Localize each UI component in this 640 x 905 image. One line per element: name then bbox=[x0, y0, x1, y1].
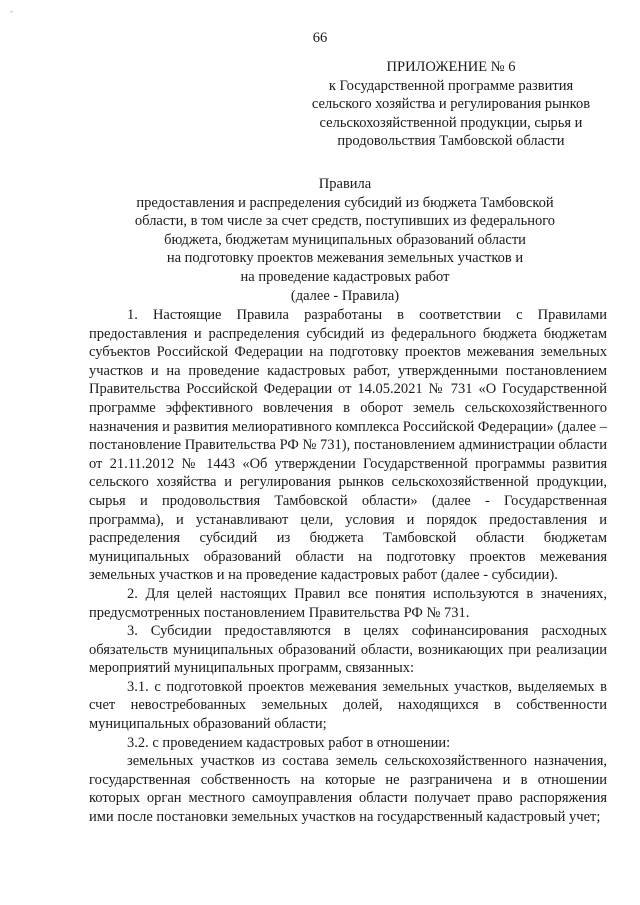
title-line: области, в том числе за счет средств, поступивших из федерального bbox=[134, 213, 556, 230]
document-title bbox=[100, 175, 590, 305]
appendix-line: сельского хозяйства и регулирования рынков bbox=[311, 96, 591, 113]
title-line: предоставления и распределения субсидий из бюджета Тамбовской bbox=[136, 194, 554, 211]
appendix-line: сельскохозяйственной продукции, сырья и bbox=[319, 114, 583, 131]
paragraph-3-1: 3.1. с подготовкой проектов межевания земельных участков, выделяемых в счет невостребованных земельных долей, находящихся в собственности муниципальных образований области; bbox=[89, 678, 607, 733]
page-number: 66 bbox=[312, 30, 328, 46]
title-line: Правила bbox=[318, 176, 372, 192]
title-line: на проведение кадастровых работ bbox=[240, 268, 450, 285]
title-line: (далее - Правила) bbox=[290, 287, 400, 304]
corner-mark: - bbox=[10, 6, 13, 16]
title-line: бюджета, бюджетам муниципальных образований области bbox=[164, 231, 526, 248]
document-body bbox=[89, 306, 607, 827]
appendix-line: продовольствия Тамбовской области bbox=[337, 133, 565, 150]
paragraph-3-2-item: земельных участков из состава земель сельскохозяйственного назначения, государственная собственность на которые не разграничена и в отношении которых орган местного самоуправления области получает право распоряжения ими после постановки земельных участков на государственный кадастровый учет; bbox=[89, 753, 607, 826]
title-line: на подготовку проектов межевания земельных участков и bbox=[166, 250, 524, 267]
appendix-header bbox=[292, 58, 610, 151]
appendix-line: к Государственной программе развития bbox=[328, 77, 574, 94]
paragraph-2: 2. Для целей настоящих Правил все понятия используются в значениях, предусмотренных постановлением Правительства РФ № 731. bbox=[89, 585, 607, 621]
paragraph-1: 1. Настоящие Правила разработаны в соответствии с Правилами предоставления и распределения субсидий из федерального бюджета бюджетам субъектов Российской Федерации на подготовку проектов межевания земельных участков и на проведение кадастровых работ, утвержденными постановлением Правительства Российской Федерации от 14.05.2021 № 731 «О Государственной программе эффективного вовлечения в оборот земель сельскохозяйственного назначения и развития мелиоративного комплекса Российской Федерации» (далее – постановление Правительства РФ № 731), постановлением администрации области от 21.11.2012 № 1443 «Об утверждении Государственной программы развития сельского хозяйства и регулирования рынков сельскохозяйственной продукции, сырья и продовольствия Тамбовской области» (далее - Государственная программа), и устанавливают цели, условия и порядок предоставления и распределения субсидий из бюджета Тамбовской области бюджетам муниципальных образований области на подготовку проектов межевания земельных участков и на проведение кадастровых работ (далее - субсидии). bbox=[89, 307, 607, 584]
appendix-line: ПРИЛОЖЕНИЕ № 6 bbox=[386, 59, 516, 75]
paragraph-3: 3. Субсидии предоставляются в целях софинансирования расходных обязательств муниципальных образований области, возникающих при реализации мероприятий муниципальных программ, связанных: bbox=[89, 623, 607, 677]
paragraph-3-2: 3.2. с проведением кадастровых работ в отношении: bbox=[127, 734, 451, 751]
